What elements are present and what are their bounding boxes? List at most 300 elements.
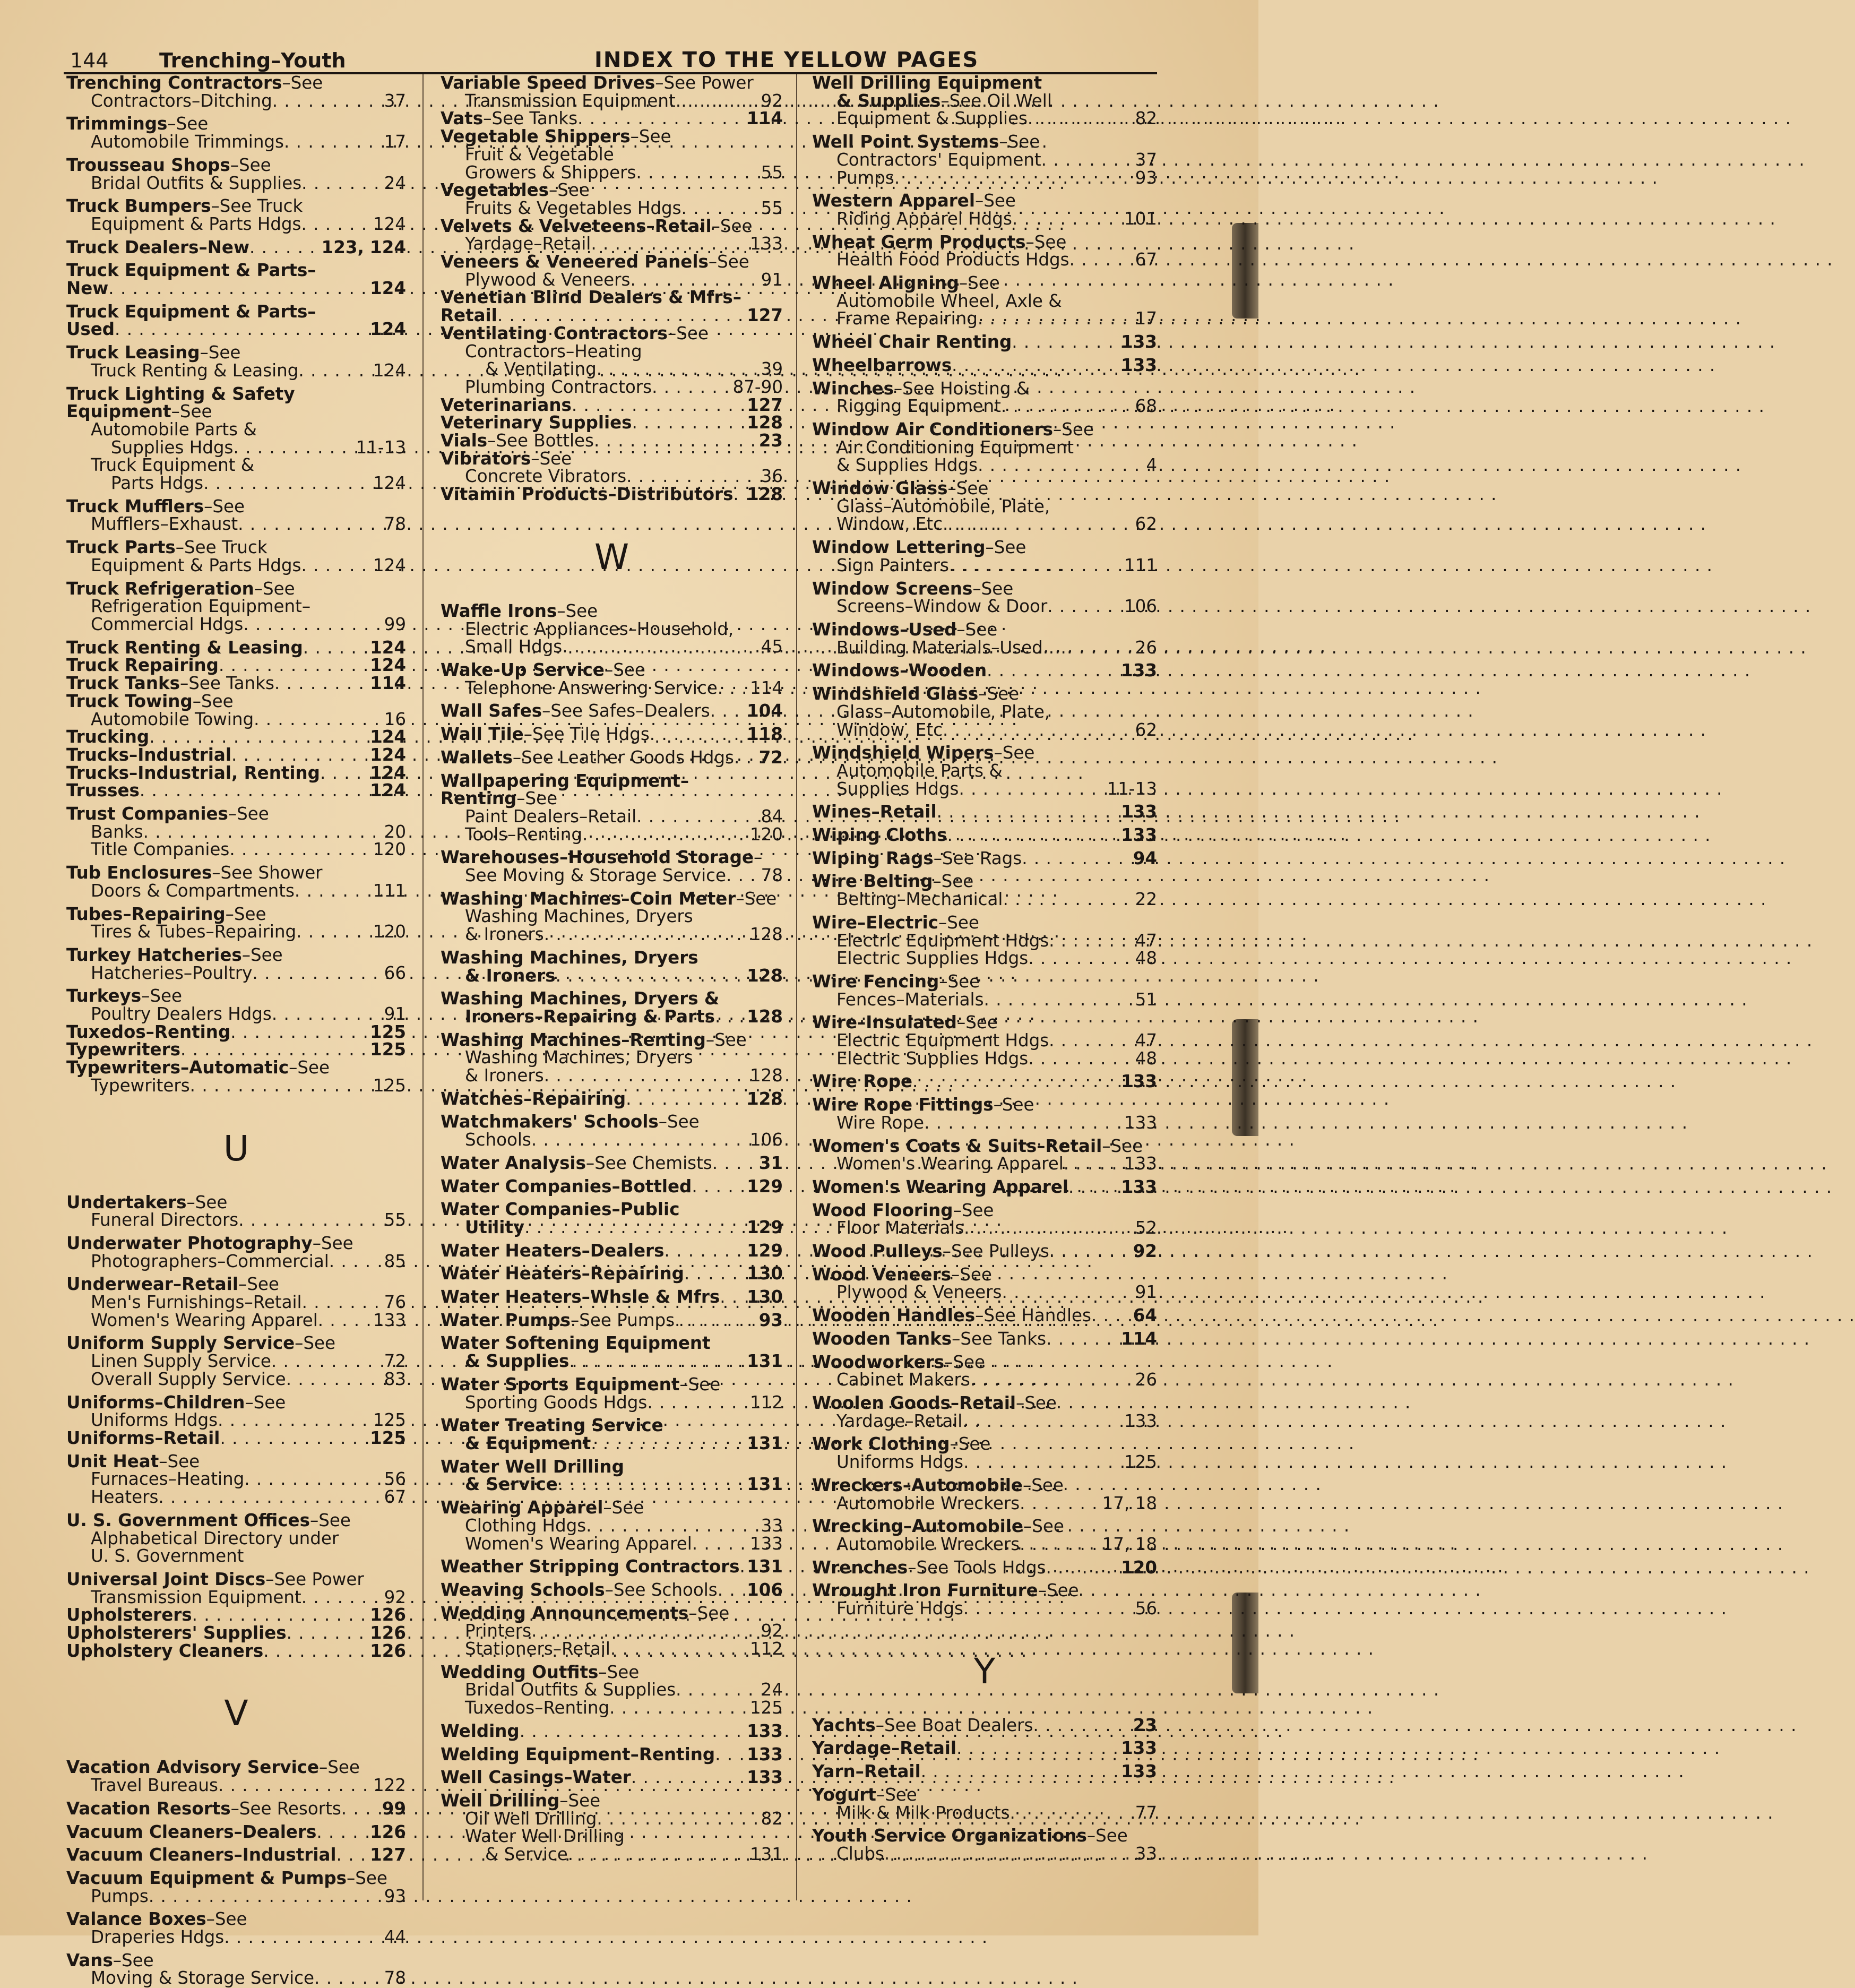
entry-heading (812, 1717, 1157, 1735)
see-reference: –See (254, 578, 295, 599)
entry-reference (812, 891, 1157, 909)
entry-text: Electric Supplies Hdgs (836, 948, 1029, 969)
index-entry (812, 1354, 1157, 1389)
entry-reference (441, 1517, 783, 1535)
entry-text: Pumps (91, 1886, 149, 1906)
page-reference: 66 (384, 962, 406, 983)
page-reference: 114 (749, 677, 783, 698)
dot-leader (630, 271, 760, 289)
entry-reference (441, 867, 783, 885)
entry-reference (812, 932, 1157, 950)
see-reference: –See Handles (975, 1305, 1091, 1326)
see-reference: –See (1023, 1516, 1064, 1537)
entry-heading (66, 1759, 406, 1777)
see-reference: –See (347, 1867, 387, 1888)
index-entry (812, 1014, 1157, 1068)
entry-heading (441, 1265, 783, 1283)
index-entry (441, 1417, 783, 1452)
dot-leader (1028, 110, 1134, 128)
index-entry (441, 1558, 783, 1576)
entry-text: Trousseau Shops–See (66, 154, 271, 175)
page-reference: 26 (1135, 1370, 1157, 1390)
entry-text: Welding (441, 1720, 520, 1741)
page-reference: 87-90 (732, 376, 783, 397)
entry-heading (66, 903, 406, 924)
entry-text: Truck Renting & Leasing (91, 360, 299, 381)
see-reference: –See Truck (211, 196, 303, 217)
see-reference: –See (999, 132, 1040, 152)
entry-text: Screens–Window & Door (836, 596, 1048, 617)
entry-heading (66, 657, 406, 675)
entry-text: Sporting Goods Hdgs (465, 1392, 648, 1413)
entry-text: Window Glass–See (812, 478, 989, 499)
page-reference: 133 (1121, 802, 1157, 822)
entry-heading (812, 1266, 1157, 1284)
dot-leader (632, 414, 746, 432)
index-entry (812, 192, 1157, 228)
see-reference: –See (312, 1233, 353, 1253)
entry-reference (812, 292, 1157, 311)
index-entry (812, 480, 1157, 533)
entry-text: Wire–Insulated–See (812, 1012, 998, 1033)
entry-text: Undertakers–See (66, 1192, 228, 1212)
entry-text: Building Materials–Used (836, 637, 1043, 658)
entry-heading (812, 662, 1157, 680)
entry-text: & Supplies Hdgs (836, 455, 978, 476)
index-entry (441, 749, 783, 767)
see-reference: –See (951, 1264, 992, 1285)
entry-text: Wood Flooring–See (812, 1200, 994, 1220)
dot-leader (314, 1969, 383, 1987)
entry-heading (441, 600, 783, 621)
dot-leader (1069, 251, 1134, 269)
entry-text: Wire–Electric–See (812, 912, 979, 933)
page-reference: 133 (1121, 1761, 1157, 1782)
entry-heading (441, 790, 783, 808)
index-entry (441, 1312, 783, 1330)
entry-text: Woodworkers–See (812, 1352, 986, 1372)
dot-leader (937, 803, 1120, 821)
page-reference: 127 (370, 1845, 406, 1865)
see-reference: –See (994, 743, 1035, 763)
entry-reference (812, 310, 1157, 328)
entry-text: Typewriters (91, 1075, 190, 1096)
entry-reference (441, 197, 783, 218)
entry-text: Concrete Vibrators (465, 466, 627, 487)
entry-heading (812, 1178, 1157, 1197)
index-entry (66, 864, 406, 900)
entry-text: Utility (465, 1217, 525, 1237)
dot-leader (158, 1488, 383, 1507)
page-reference: 114 (370, 673, 406, 694)
dot-leader (943, 515, 1134, 533)
entry-heading (812, 1518, 1157, 1536)
entry-text: Vacuum Cleaners–Industrial (66, 1845, 337, 1865)
entry-heading (441, 702, 783, 720)
page-reference: 124 (373, 360, 406, 381)
dot-leader (149, 1888, 383, 1906)
entry-text: Veterinary Supplies (441, 412, 632, 433)
dot-leader (1020, 1536, 1101, 1554)
entry-text: Linen Supply Service (91, 1351, 271, 1372)
dot-leader (956, 1740, 1120, 1758)
entry-text: Truck Mufflers–See (66, 496, 245, 517)
index-entry (441, 1605, 783, 1658)
dot-leader (562, 638, 760, 656)
entry-text: Wake-Up Service–See (441, 659, 645, 680)
dot-leader (287, 1624, 369, 1642)
entry-text: Small Hdgs (465, 636, 563, 657)
index-title: INDEX TO THE YELLOW PAGES (594, 48, 979, 72)
dot-leader (594, 432, 758, 450)
index-entry (66, 1235, 406, 1270)
entry-text: Well Point Systems–See (812, 132, 1040, 152)
entry-reference (441, 1067, 783, 1085)
index-entry (812, 1786, 1157, 1822)
page-reference: 82 (761, 1808, 783, 1829)
entry-text: Cabinet Makers (836, 1370, 970, 1390)
page-reference: 36 (761, 466, 783, 487)
entry-text: Retail (441, 305, 497, 326)
entry-heading (441, 1581, 783, 1599)
see-reference: –See (192, 691, 234, 711)
see-reference: –See Oil Well (941, 90, 1052, 111)
page-reference: 127 (747, 394, 783, 415)
entry-text: U. S. Government Offices–See (66, 1510, 351, 1530)
entry-text: Women's Wearing Apparel (836, 1154, 1064, 1174)
page-reference: 120 (373, 839, 406, 860)
dot-leader (252, 965, 383, 983)
see-reference: –See (159, 1451, 200, 1471)
page-reference: 125 (370, 1428, 406, 1448)
entry-reference (441, 235, 783, 253)
entry-heading (812, 685, 1157, 703)
entry-reference (441, 92, 783, 110)
entry-text: Fruits & Vegetables Hdgs (465, 197, 681, 218)
entry-reference (812, 110, 1157, 128)
entry-reference (441, 360, 783, 378)
dot-leader (1047, 598, 1123, 616)
page-reference: 92 (761, 1621, 783, 1641)
entry-text: Oil Well Drilling (465, 1808, 597, 1829)
entry-heading (441, 1090, 783, 1108)
entry-heading (441, 1458, 783, 1476)
see-reference: –See Tile Hdgs (523, 724, 650, 745)
index-entry (441, 74, 783, 504)
see-reference: –See (938, 912, 979, 933)
page-reference: 33 (761, 1515, 783, 1536)
entry-text: Fruit & Vegetable (465, 144, 614, 165)
page-reference: 67 (384, 1487, 406, 1508)
entry-reference (441, 1394, 783, 1412)
page-reference: 129 (747, 1240, 783, 1261)
see-reference: –See Tanks (483, 108, 578, 129)
page-reference: 133 (1124, 1410, 1157, 1431)
entry-text: Weaving Schools–See Schools (441, 1579, 718, 1600)
index-entry (66, 805, 406, 859)
entry-heading (66, 1867, 406, 1888)
entry-reference (441, 1681, 783, 1699)
index-entry (441, 1201, 783, 1236)
entry-heading (441, 74, 783, 92)
entry-heading (66, 1910, 406, 1929)
entry-reference (812, 1845, 1157, 1863)
index-entry (66, 1453, 406, 1507)
entry-text: & Ironers (465, 924, 544, 945)
page-reference: 55 (384, 1210, 406, 1230)
entry-reference (66, 1530, 406, 1548)
entry-text: Banks (91, 821, 143, 842)
entry-heading (812, 1435, 1157, 1453)
entry-text: Wall Safes–See Safes–Dealers (441, 701, 710, 721)
dot-leader (740, 1558, 746, 1576)
page-reference: 133 (747, 1720, 783, 1741)
see-reference: –See Truck (175, 537, 268, 558)
dot-leader (301, 557, 372, 575)
entry-text: Rigging Equipment (836, 396, 1001, 417)
entry-reference (66, 1371, 406, 1389)
dot-leader (224, 1929, 383, 1947)
entry-heading (66, 74, 406, 92)
entry-heading (66, 1194, 406, 1212)
entry-reference (441, 271, 783, 289)
entry-heading (66, 321, 406, 339)
entry-text: Poultry Dealers Hdgs (91, 1004, 272, 1025)
entry-heading (441, 128, 783, 146)
entry-text: Variable Speed Drives–See Power (441, 73, 754, 93)
index-entry (66, 1910, 406, 1946)
dot-leader (609, 1699, 749, 1717)
entry-text: Pumps (836, 167, 894, 188)
page-reference: 72 (384, 1351, 406, 1372)
entry-text: & Ironers (465, 965, 556, 986)
page-reference: 31 (758, 1152, 783, 1173)
entry-reference (66, 1211, 406, 1229)
index-entry (812, 973, 1157, 1009)
entry-heading (66, 403, 406, 421)
dot-leader (272, 1005, 383, 1023)
entry-heading (441, 1792, 783, 1810)
index-entry (812, 1740, 1157, 1758)
index-entry (812, 621, 1157, 657)
entry-reference (812, 439, 1157, 457)
entry-text: Moving & Storage Service (91, 1968, 315, 1988)
entry-heading (812, 850, 1157, 868)
entry-text: Work Clothing–See (812, 1434, 991, 1455)
entry-heading (66, 280, 406, 298)
page-reference: 48 (1135, 948, 1157, 969)
entry-text: Funeral Directors (91, 1210, 239, 1230)
entry-reference (812, 1600, 1157, 1618)
page-reference: 124 (370, 655, 406, 676)
see-reference: –See (1102, 1135, 1143, 1156)
entry-heading (812, 621, 1157, 639)
entry-text: Windows–Used–See (812, 619, 998, 640)
entry-reference (812, 557, 1157, 575)
entry-heading (812, 1477, 1157, 1495)
see-reference: –See (548, 180, 590, 201)
dot-leader (243, 616, 383, 634)
entry-text: & Ironers (465, 1065, 544, 1086)
entry-text: Women's Coats & Suits–Retail–See (812, 1135, 1143, 1156)
entry-text: Window Screens–See (812, 578, 1014, 599)
entry-reference (441, 1640, 783, 1658)
page-reference: 91 (761, 269, 783, 290)
entry-text: Supplies Hdgs (836, 778, 959, 799)
see-reference: –See Bottles (487, 431, 594, 451)
entry-reference (812, 1536, 1157, 1554)
entry-text: Trenching Contractors–See (66, 73, 323, 93)
entry-reference (66, 1353, 406, 1371)
entry-heading (441, 749, 783, 767)
index-entry (66, 1867, 406, 1906)
dot-leader (912, 1073, 1120, 1091)
index-entry (812, 380, 1157, 416)
page-reference: 125 (373, 1075, 406, 1096)
entry-text: Velvets & Velveteens–Retail–See (441, 216, 753, 236)
entry-text: Truck Repairing (66, 655, 219, 676)
index-entry (441, 702, 783, 720)
entry-text: Washing Machines, Dryers (441, 947, 698, 968)
dot-leader (302, 1294, 383, 1312)
index-entry (66, 1276, 406, 1329)
page-reference: 133 (1121, 1071, 1157, 1092)
index-entry (812, 1435, 1157, 1471)
page-reference: 133 (1121, 825, 1157, 846)
entry-reference (66, 133, 406, 151)
entry-heading (66, 728, 406, 746)
entry-reference (66, 421, 406, 439)
entry-heading (66, 154, 406, 175)
entry-text: Water Sports Equipment–See (441, 1374, 721, 1395)
see-reference: –See (228, 804, 269, 824)
entry-text: Electric Equipment Hdgs (836, 930, 1049, 951)
see-reference: –See (1022, 1475, 1064, 1495)
entry-heading (441, 1476, 783, 1494)
entry-text: Tools–Renting (465, 824, 583, 845)
page-reference: 11-13 (356, 437, 406, 458)
dot-leader (921, 1763, 1120, 1781)
entry-reference (812, 991, 1157, 1009)
dot-leader (1049, 1032, 1134, 1050)
entry-text: Vitamin Products–Distributors (441, 484, 734, 505)
page-reference: 124 (373, 213, 406, 234)
page-reference: 104 (747, 701, 783, 721)
page-reference: 101 (1124, 208, 1157, 229)
index-entry (812, 421, 1157, 475)
see-reference: –See (959, 273, 1000, 294)
entry-text: Wedding Announcements–See (441, 1603, 730, 1623)
entry-reference (66, 1547, 406, 1565)
dot-leader (715, 1746, 746, 1764)
page-reference: 17 (384, 132, 406, 152)
see-reference: –See (603, 1498, 644, 1518)
page-reference: 55 (761, 162, 783, 183)
see-reference: –See Pumps (570, 1310, 675, 1330)
entry-text: Electric Supplies Hdgs (836, 1048, 1029, 1069)
entry-text: Turkeys–See (66, 986, 182, 1006)
entry-text: Vacation Resorts–See Resorts (66, 1798, 341, 1819)
dot-leader (524, 1219, 746, 1237)
page-reference: 131 (747, 1474, 783, 1495)
see-reference: –See (705, 1029, 747, 1050)
index-entry (812, 274, 1157, 328)
entry-text: Typewriters–Automatic–See (66, 1057, 330, 1078)
entry-text: Vacuum Equipment & Pumps–See (66, 1867, 387, 1888)
dot-leader (1012, 210, 1123, 228)
index-entry (66, 115, 406, 151)
entry-text: Window Lettering–See (812, 537, 1026, 558)
entry-text: Wreckers–Automobile–See (812, 1475, 1064, 1495)
entry-text: Electric Appliances–Household, (465, 618, 734, 639)
index-entry (66, 74, 406, 110)
dot-leader (1003, 891, 1134, 909)
entry-text: Tuxedos–Renting (465, 1698, 610, 1718)
dot-leader (947, 827, 1120, 845)
entry-text: Yardage–Retail (465, 234, 591, 254)
entry-text: Upholstery Cleaners (66, 1640, 264, 1661)
index-entry (441, 1288, 783, 1306)
page-reference: 128 (747, 1088, 783, 1109)
index-entry (441, 849, 783, 884)
entry-heading (66, 262, 406, 280)
dot-leader (272, 92, 383, 110)
entry-reference (812, 1284, 1157, 1302)
entry-heading (441, 394, 783, 415)
entry-heading (66, 385, 406, 403)
page-reference: 133 (1121, 1738, 1157, 1759)
dot-leader (301, 216, 372, 234)
entry-text: Wheel Aligning–See (812, 273, 1000, 294)
entry-heading (812, 1582, 1157, 1600)
index-entry (441, 1113, 783, 1149)
dot-leader (962, 1413, 1123, 1431)
see-reference: –See (956, 619, 998, 640)
entry-text: Weather Stripping Contractors (441, 1556, 740, 1577)
page-reference: 20 (384, 821, 406, 842)
dot-leader (1002, 1284, 1134, 1302)
entry-reference (66, 923, 406, 941)
entry-text: Clubs (836, 1843, 884, 1864)
page-header (64, 47, 1157, 74)
dot-leader (140, 782, 369, 800)
page-reference: 99 (384, 614, 406, 634)
index-entry (812, 662, 1157, 680)
index-entry (812, 1330, 1157, 1348)
entry-heading (66, 1276, 406, 1294)
entry-text: Waffle Irons–See (441, 600, 598, 621)
entry-text: & Supplies–See Oil Well (836, 90, 1052, 111)
dot-leader (715, 1008, 746, 1026)
page-reference: 106 (749, 1130, 783, 1150)
index-entry (812, 803, 1157, 821)
entry-text: Water Analysis–See Chemists (441, 1152, 712, 1173)
page-reference: 11-13 (1107, 778, 1157, 799)
entry-text: Washing Machines, Dryers & (441, 988, 720, 1009)
entry-reference (812, 169, 1157, 187)
index-entry (441, 772, 783, 844)
index-entry (812, 1582, 1157, 1617)
page-reference: 24 (384, 173, 406, 193)
entry-text: Ironers–Repairing & Parts (465, 1006, 715, 1027)
index-entry (441, 1664, 783, 1717)
entry-heading (812, 133, 1157, 151)
dot-leader (231, 746, 369, 764)
entry-heading (441, 1605, 783, 1623)
index-entry (441, 1090, 783, 1108)
dot-leader (296, 923, 372, 941)
page-reference: 85 (384, 1251, 406, 1271)
